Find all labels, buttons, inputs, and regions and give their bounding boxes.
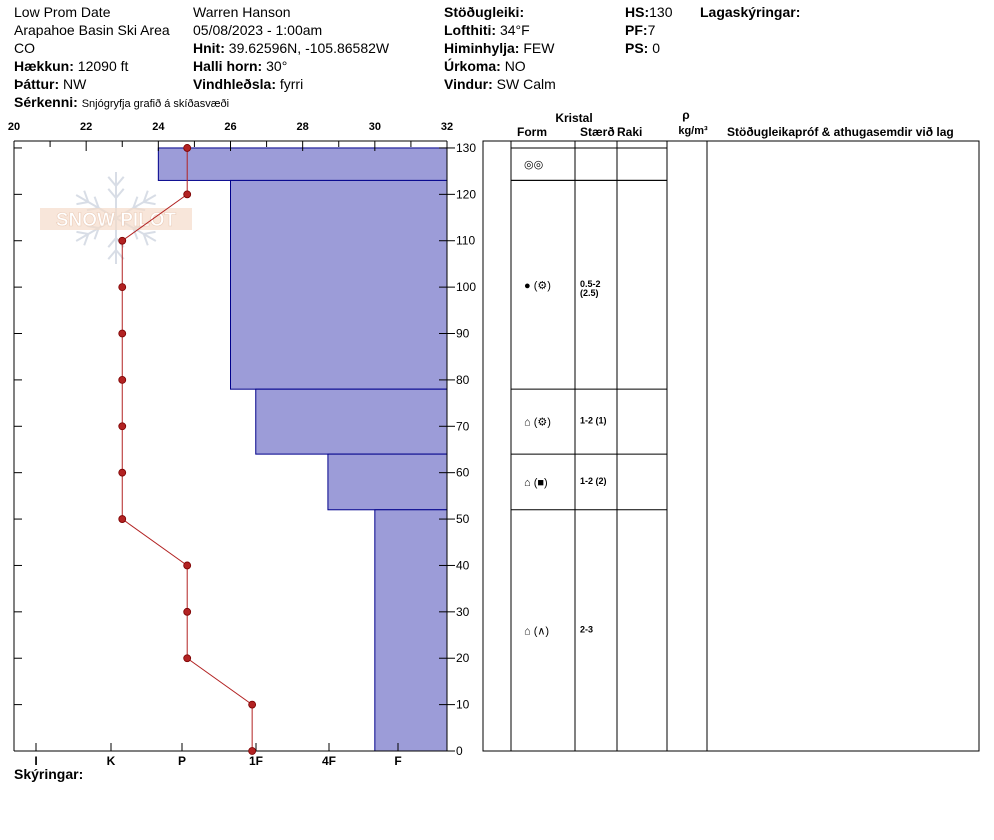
flake-branch [108, 238, 116, 247]
precip-label: Úrkoma: [444, 58, 501, 74]
layer-size: 2-3 [580, 624, 594, 635]
flake-branch [76, 232, 88, 234]
temperature-point [119, 330, 126, 337]
layer-notes-label: Lagaskýringar: [700, 4, 801, 20]
hardness-tick-label: 1F [248, 754, 264, 768]
ps-value: 0 [652, 40, 661, 56]
depth-tick-label: 60 [456, 465, 470, 480]
depth-tick-label: 40 [456, 558, 470, 573]
layer-size: 1-2 (2) [580, 475, 607, 486]
depth-tick-label: 80 [456, 372, 470, 387]
hardness-tick-label: F [394, 754, 402, 768]
hardness-bar [231, 180, 448, 389]
depth-tick-label: 20 [456, 651, 470, 666]
hardness-tick-label: P [177, 754, 187, 768]
hardness-bar [328, 454, 447, 510]
observer-name: Warren Hanson [193, 4, 291, 20]
layer-size-note: (2.5) [580, 287, 599, 298]
air-temp-value: 34°F [499, 22, 530, 38]
layer-size: 0.5-2 [580, 278, 601, 289]
wind-loading-label: Vindhleðsla: [193, 76, 276, 92]
layer-form: ● (⚙) [524, 279, 551, 292]
temperature-point [249, 748, 256, 755]
flake-branch [116, 177, 124, 186]
slope-value: 30° [266, 58, 288, 74]
temperature-point [119, 423, 126, 430]
wind-value: SW Calm [496, 76, 556, 92]
temperature-point [119, 516, 126, 523]
depth-tick-label: 30 [456, 604, 470, 619]
ps-label: PS: [625, 40, 649, 56]
layer-form: ⌂ (■) [524, 476, 548, 489]
hardness-bar [256, 389, 447, 454]
wind-loading-value: fyrri [279, 76, 304, 92]
depth-tick-label: 50 [456, 512, 470, 527]
temperature-point [184, 191, 191, 198]
temp-tick-label: 20 [7, 121, 21, 133]
size-header: Stærð [580, 125, 615, 139]
flake-branch [76, 202, 88, 204]
wind-label: Vindur: [444, 76, 493, 92]
temperature-point [119, 469, 126, 476]
precip-value: NO [504, 58, 526, 74]
density-unit: kg/m³ [678, 125, 708, 137]
hs-label: HS: [625, 4, 650, 20]
flake-branch [108, 250, 116, 259]
layer-form: ◎◎ [524, 159, 544, 172]
layer-form: ⌂ (⚙) [524, 416, 551, 429]
temperature-point [184, 562, 191, 569]
temp-tick-label: 22 [80, 121, 93, 133]
elevation-value: 12090 ft [77, 58, 129, 74]
depth-tick-label: 130 [456, 140, 477, 155]
temperature-point [184, 608, 191, 615]
air-temp-label: Lofthiti: [444, 22, 497, 38]
temperature-point [249, 701, 256, 708]
hardness-bar [375, 510, 447, 751]
layer-table-frame [483, 141, 979, 751]
depth-tick-label: 10 [456, 697, 470, 712]
depth-tick-label: 90 [456, 326, 470, 341]
coords-value: 39.62596N, -105.86582W [228, 40, 390, 56]
location-title: Low Prom Date [14, 4, 111, 20]
state-name: CO [14, 40, 35, 56]
temp-tick-label: 24 [152, 121, 165, 133]
temp-tick-label: 32 [440, 121, 454, 133]
pf-label: PF: [625, 22, 648, 38]
flake-branch [108, 177, 116, 186]
depth-tick-label: 100 [456, 280, 477, 295]
temperature-point [184, 144, 191, 151]
form-header: Form [517, 125, 547, 139]
hardness-tick-label: K [106, 754, 116, 768]
flake-branch [144, 202, 156, 204]
sky-label: Himinhylja: [444, 40, 520, 56]
features-label: Sérkenni: [14, 94, 78, 110]
sky-value: FEW [523, 40, 555, 56]
temperature-point [119, 237, 126, 244]
hardness-tick-label: I [34, 754, 38, 768]
layer-form: ⌂ (∧) [524, 625, 550, 638]
depth-tick-label: 0 [456, 744, 463, 758]
hardness-bar [158, 148, 447, 180]
flake-branch [144, 232, 156, 234]
watermark-text: SNOW PILOT [55, 210, 177, 231]
elevation-label: Hækkun: [14, 58, 74, 74]
features-value: Snjógryfja grafið á skíðasvæði [81, 98, 230, 110]
flake-branch [116, 189, 124, 198]
temp-tick-label: 30 [368, 121, 381, 133]
layer-size: 1-2 (1) [580, 415, 607, 426]
aspect-value: NW [63, 76, 87, 92]
temp-tick-label: 28 [296, 121, 309, 133]
temperature-point [184, 655, 191, 662]
comments-header: Stöðugleikapróf & athugasemdir við lag [727, 125, 954, 139]
area-name: Arapahoe Basin Ski Area [14, 22, 170, 38]
crystal-header: Kristal [555, 111, 593, 125]
depth-tick-label: 70 [456, 419, 470, 434]
hardness-tick-label: 4F [321, 754, 337, 768]
aspect-label: Þáttur: [14, 76, 60, 92]
temperature-point [119, 376, 126, 383]
observation-datetime: 05/08/2023 - 1:00am [193, 22, 323, 38]
rho-header: ρ [682, 108, 690, 122]
slope-label: Halli horn: [193, 58, 263, 74]
moisture-header: Raki [617, 125, 643, 139]
depth-tick-label: 110 [456, 233, 476, 248]
pf-value: 7 [647, 22, 656, 38]
snowpilot-watermark [40, 172, 192, 264]
temperature-point [119, 284, 126, 291]
temp-tick-label: 26 [224, 121, 237, 133]
depth-tick-label: 120 [456, 187, 477, 202]
legend-label: Skýringar: [14, 766, 84, 782]
coords-label: Hnit: [193, 40, 225, 56]
stability-label: Stöðugleiki: [444, 4, 525, 20]
flake-branch [108, 189, 116, 198]
hs-value: 130 [649, 4, 673, 20]
